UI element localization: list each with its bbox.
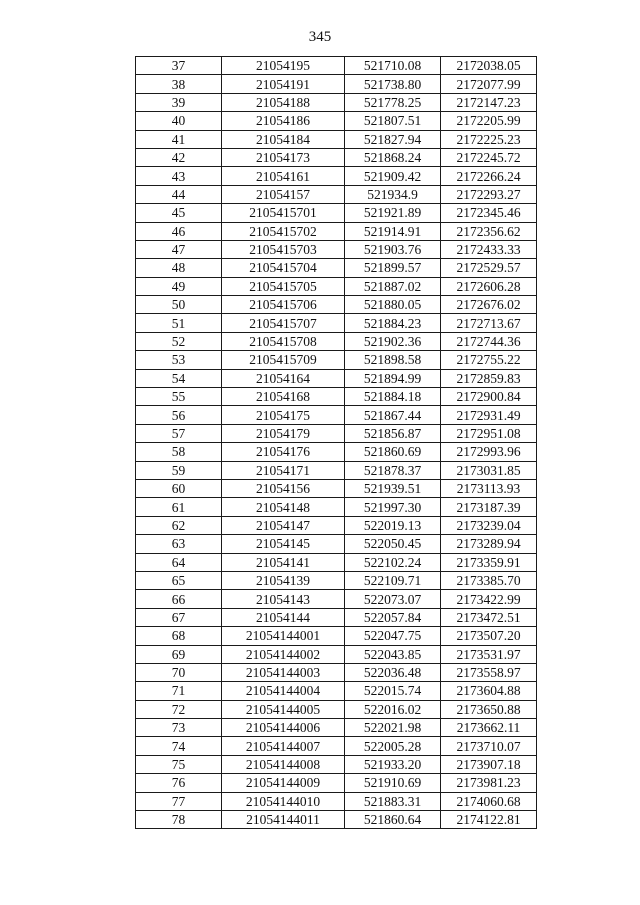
point-id-cell: 21054145 [222, 535, 345, 553]
row-number-cell: 60 [136, 479, 222, 497]
row-number-cell: 40 [136, 112, 222, 130]
table-row [136, 535, 537, 553]
point-id-cell: 21054144004 [222, 682, 345, 700]
row-number-cell: 77 [136, 792, 222, 810]
point-id-cell: 21054144008 [222, 755, 345, 773]
table-row [136, 774, 537, 792]
y-coordinate-cell: 2173507.20 [441, 627, 537, 645]
x-coordinate-cell: 521939.51 [345, 479, 441, 497]
point-id-cell: 21054164 [222, 369, 345, 387]
row-number-cell: 43 [136, 167, 222, 185]
x-coordinate-cell: 521903.76 [345, 240, 441, 258]
x-coordinate-cell: 521898.58 [345, 351, 441, 369]
x-coordinate-cell: 522019.13 [345, 516, 441, 534]
table-row [136, 663, 537, 681]
point-id-cell: 21054184 [222, 130, 345, 148]
row-number-cell: 68 [136, 627, 222, 645]
y-coordinate-cell: 2172038.05 [441, 57, 537, 75]
table-row [136, 204, 537, 222]
point-id-cell: 2105415708 [222, 332, 345, 350]
table-row [136, 332, 537, 350]
x-coordinate-cell: 521899.57 [345, 259, 441, 277]
y-coordinate-cell: 2173662.11 [441, 719, 537, 737]
y-coordinate-cell: 2172951.08 [441, 424, 537, 442]
table-row [136, 645, 537, 663]
point-id-cell: 21054175 [222, 406, 345, 424]
point-id-cell: 2105415703 [222, 240, 345, 258]
point-id-cell: 2105415705 [222, 277, 345, 295]
y-coordinate-cell: 2172859.83 [441, 369, 537, 387]
y-coordinate-cell: 2172529.57 [441, 259, 537, 277]
point-id-cell: 21054186 [222, 112, 345, 130]
y-coordinate-cell: 2173558.97 [441, 663, 537, 681]
table-row [136, 351, 537, 369]
y-coordinate-cell: 2172993.96 [441, 443, 537, 461]
row-number-cell: 65 [136, 571, 222, 589]
point-id-cell: 21054144 [222, 608, 345, 626]
x-coordinate-cell: 521894.99 [345, 369, 441, 387]
row-number-cell: 45 [136, 204, 222, 222]
point-id-cell: 21054179 [222, 424, 345, 442]
row-number-cell: 74 [136, 737, 222, 755]
x-coordinate-cell: 522109.71 [345, 571, 441, 589]
table-row [136, 259, 537, 277]
y-coordinate-cell: 2173385.70 [441, 571, 537, 589]
row-number-cell: 51 [136, 314, 222, 332]
table-row [136, 57, 537, 75]
x-coordinate-cell: 521738.80 [345, 75, 441, 93]
x-coordinate-cell: 522016.02 [345, 700, 441, 718]
row-number-cell: 62 [136, 516, 222, 534]
row-number-cell: 48 [136, 259, 222, 277]
x-coordinate-cell: 522005.28 [345, 737, 441, 755]
x-coordinate-cell: 521997.30 [345, 498, 441, 516]
table-row [136, 553, 537, 571]
row-number-cell: 42 [136, 148, 222, 166]
y-coordinate-cell: 2172900.84 [441, 388, 537, 406]
row-number-cell: 78 [136, 811, 222, 829]
y-coordinate-cell: 2172077.99 [441, 75, 537, 93]
x-coordinate-cell: 521856.87 [345, 424, 441, 442]
x-coordinate-cell: 522036.48 [345, 663, 441, 681]
x-coordinate-cell: 521887.02 [345, 277, 441, 295]
point-id-cell: 21054144010 [222, 792, 345, 810]
point-id-cell: 21054171 [222, 461, 345, 479]
y-coordinate-cell: 2172755.22 [441, 351, 537, 369]
row-number-cell: 59 [136, 461, 222, 479]
point-id-cell: 21054144001 [222, 627, 345, 645]
point-id-cell: 2105415709 [222, 351, 345, 369]
point-id-cell: 21054176 [222, 443, 345, 461]
table-row [136, 700, 537, 718]
table-row [136, 590, 537, 608]
point-id-cell: 2105415706 [222, 296, 345, 314]
x-coordinate-cell: 521884.23 [345, 314, 441, 332]
table-row [136, 314, 537, 332]
y-coordinate-cell: 2172205.99 [441, 112, 537, 130]
row-number-cell: 75 [136, 755, 222, 773]
table-row [136, 296, 537, 314]
coordinates-table-body [136, 57, 537, 829]
y-coordinate-cell: 2172676.02 [441, 296, 537, 314]
table-row [136, 443, 537, 461]
y-coordinate-cell: 2173981.23 [441, 774, 537, 792]
y-coordinate-cell: 2173359.91 [441, 553, 537, 571]
y-coordinate-cell: 2173422.99 [441, 590, 537, 608]
row-number-cell: 41 [136, 130, 222, 148]
x-coordinate-cell: 521878.37 [345, 461, 441, 479]
table-row [136, 461, 537, 479]
point-id-cell: 21054144009 [222, 774, 345, 792]
x-coordinate-cell: 521807.51 [345, 112, 441, 130]
y-coordinate-cell: 2173113.93 [441, 479, 537, 497]
row-number-cell: 46 [136, 222, 222, 240]
x-coordinate-cell: 522102.24 [345, 553, 441, 571]
point-id-cell: 21054156 [222, 479, 345, 497]
x-coordinate-cell: 522015.74 [345, 682, 441, 700]
x-coordinate-cell: 521880.05 [345, 296, 441, 314]
y-coordinate-cell: 2172744.36 [441, 332, 537, 350]
y-coordinate-cell: 2172245.72 [441, 148, 537, 166]
row-number-cell: 69 [136, 645, 222, 663]
x-coordinate-cell: 521860.69 [345, 443, 441, 461]
table-row [136, 93, 537, 111]
y-coordinate-cell: 2172345.46 [441, 204, 537, 222]
point-id-cell: 21054195 [222, 57, 345, 75]
x-coordinate-cell: 521867.44 [345, 406, 441, 424]
row-number-cell: 71 [136, 682, 222, 700]
x-coordinate-cell: 521910.69 [345, 774, 441, 792]
table-row [136, 222, 537, 240]
y-coordinate-cell: 2172606.28 [441, 277, 537, 295]
x-coordinate-cell: 521868.24 [345, 148, 441, 166]
point-id-cell: 21054144002 [222, 645, 345, 663]
table-row [136, 682, 537, 700]
table-row [136, 627, 537, 645]
y-coordinate-cell: 2173187.39 [441, 498, 537, 516]
row-number-cell: 47 [136, 240, 222, 258]
y-coordinate-cell: 2172293.27 [441, 185, 537, 203]
x-coordinate-cell: 521902.36 [345, 332, 441, 350]
row-number-cell: 39 [136, 93, 222, 111]
point-id-cell: 21054191 [222, 75, 345, 93]
x-coordinate-cell: 522050.45 [345, 535, 441, 553]
y-coordinate-cell: 2172713.67 [441, 314, 537, 332]
y-coordinate-cell: 2173031.85 [441, 461, 537, 479]
point-id-cell: 21054141 [222, 553, 345, 571]
row-number-cell: 38 [136, 75, 222, 93]
y-coordinate-cell: 2173289.94 [441, 535, 537, 553]
table-row [136, 369, 537, 387]
table-row [136, 608, 537, 626]
y-coordinate-cell: 2174122.81 [441, 811, 537, 829]
x-coordinate-cell: 521921.89 [345, 204, 441, 222]
y-coordinate-cell: 2172266.24 [441, 167, 537, 185]
y-coordinate-cell: 2173604.88 [441, 682, 537, 700]
point-id-cell: 21054144007 [222, 737, 345, 755]
x-coordinate-cell: 522021.98 [345, 719, 441, 737]
y-coordinate-cell: 2173710.07 [441, 737, 537, 755]
point-id-cell: 21054173 [222, 148, 345, 166]
table-row [136, 424, 537, 442]
row-number-cell: 64 [136, 553, 222, 571]
y-coordinate-cell: 2173472.51 [441, 608, 537, 626]
table-row [136, 130, 537, 148]
table-row [136, 240, 537, 258]
point-id-cell: 21054157 [222, 185, 345, 203]
row-number-cell: 61 [136, 498, 222, 516]
point-id-cell: 2105415707 [222, 314, 345, 332]
x-coordinate-cell: 522057.84 [345, 608, 441, 626]
table-row [136, 75, 537, 93]
x-coordinate-cell: 522073.07 [345, 590, 441, 608]
point-id-cell: 21054143 [222, 590, 345, 608]
point-id-cell: 21054168 [222, 388, 345, 406]
row-number-cell: 72 [136, 700, 222, 718]
row-number-cell: 53 [136, 351, 222, 369]
table-row [136, 185, 537, 203]
row-number-cell: 55 [136, 388, 222, 406]
table-row [136, 737, 537, 755]
point-id-cell: 21054144011 [222, 811, 345, 829]
x-coordinate-cell: 521827.94 [345, 130, 441, 148]
point-id-cell: 21054147 [222, 516, 345, 534]
table-row [136, 388, 537, 406]
row-number-cell: 50 [136, 296, 222, 314]
x-coordinate-cell: 522047.75 [345, 627, 441, 645]
point-id-cell: 2105415701 [222, 204, 345, 222]
table-row [136, 516, 537, 534]
row-number-cell: 66 [136, 590, 222, 608]
table-row [136, 148, 537, 166]
row-number-cell: 76 [136, 774, 222, 792]
row-number-cell: 56 [136, 406, 222, 424]
table-row [136, 112, 537, 130]
row-number-cell: 52 [136, 332, 222, 350]
table-row [136, 277, 537, 295]
y-coordinate-cell: 2172356.62 [441, 222, 537, 240]
point-id-cell: 21054161 [222, 167, 345, 185]
row-number-cell: 44 [136, 185, 222, 203]
point-id-cell: 21054139 [222, 571, 345, 589]
table-row [136, 755, 537, 773]
row-number-cell: 70 [136, 663, 222, 681]
row-number-cell: 58 [136, 443, 222, 461]
x-coordinate-cell: 521860.64 [345, 811, 441, 829]
y-coordinate-cell: 2172147.23 [441, 93, 537, 111]
coordinates-table [135, 56, 537, 829]
x-coordinate-cell: 521909.42 [345, 167, 441, 185]
x-coordinate-cell: 521933.20 [345, 755, 441, 773]
point-id-cell: 21054144003 [222, 663, 345, 681]
x-coordinate-cell: 521778.25 [345, 93, 441, 111]
point-id-cell: 2105415702 [222, 222, 345, 240]
x-coordinate-cell: 521934.9 [345, 185, 441, 203]
x-coordinate-cell: 521883.31 [345, 792, 441, 810]
y-coordinate-cell: 2172433.33 [441, 240, 537, 258]
point-id-cell: 2105415704 [222, 259, 345, 277]
table-row [136, 167, 537, 185]
x-coordinate-cell: 521884.18 [345, 388, 441, 406]
table-row [136, 498, 537, 516]
row-number-cell: 54 [136, 369, 222, 387]
y-coordinate-cell: 2172225.23 [441, 130, 537, 148]
y-coordinate-cell: 2173650.88 [441, 700, 537, 718]
row-number-cell: 67 [136, 608, 222, 626]
table-row [136, 479, 537, 497]
y-coordinate-cell: 2173531.97 [441, 645, 537, 663]
page-number: 345 [308, 29, 332, 45]
y-coordinate-cell: 2173907.18 [441, 755, 537, 773]
table-row [136, 811, 537, 829]
x-coordinate-cell: 521914.91 [345, 222, 441, 240]
row-number-cell: 57 [136, 424, 222, 442]
x-coordinate-cell: 522043.85 [345, 645, 441, 663]
point-id-cell: 21054144006 [222, 719, 345, 737]
row-number-cell: 73 [136, 719, 222, 737]
row-number-cell: 49 [136, 277, 222, 295]
table-row [136, 406, 537, 424]
row-number-cell: 37 [136, 57, 222, 75]
row-number-cell: 63 [136, 535, 222, 553]
point-id-cell: 21054188 [222, 93, 345, 111]
point-id-cell: 21054144005 [222, 700, 345, 718]
table-row [136, 719, 537, 737]
table-row [136, 571, 537, 589]
y-coordinate-cell: 2172931.49 [441, 406, 537, 424]
y-coordinate-cell: 2174060.68 [441, 792, 537, 810]
y-coordinate-cell: 2173239.04 [441, 516, 537, 534]
point-id-cell: 21054148 [222, 498, 345, 516]
table-row [136, 792, 537, 810]
x-coordinate-cell: 521710.08 [345, 57, 441, 75]
